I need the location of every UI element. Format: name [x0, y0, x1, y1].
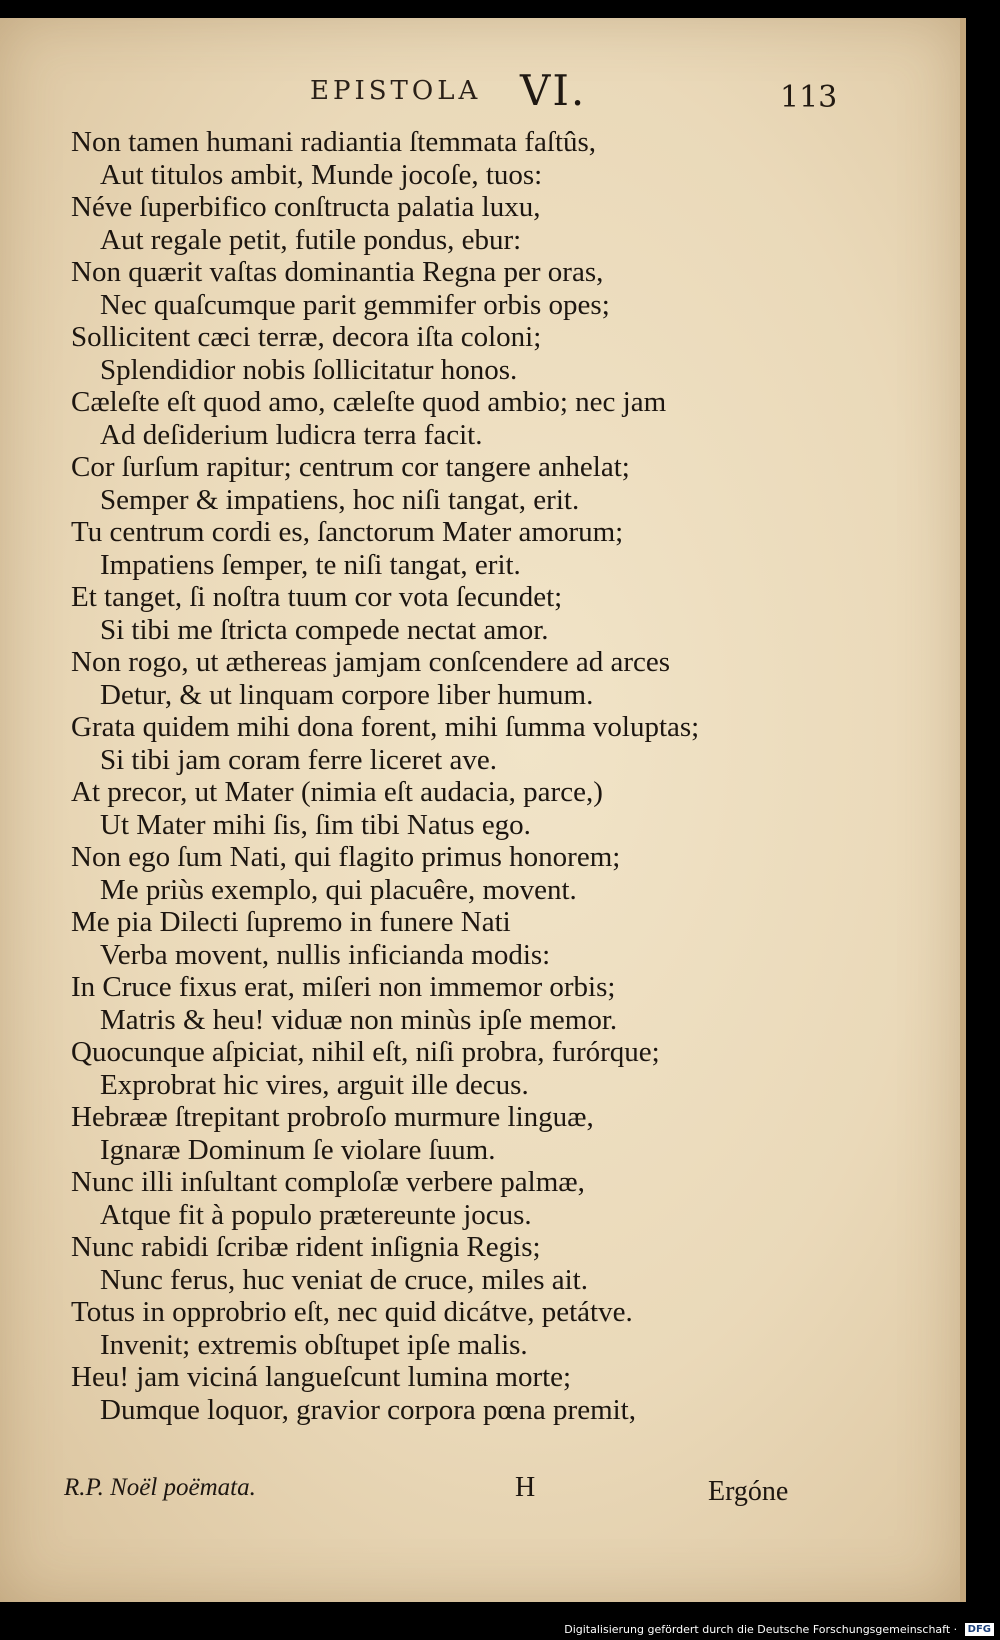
verse-line: Nunc ferus, huc veniat de cruce, miles ait.: [100, 1263, 588, 1296]
verse-line: Quocunque aſpiciat, nihil eſt, niſi probra, furórque;: [71, 1036, 660, 1068]
verse-line: Aut titulos ambit, Munde jocoſe, tuos:: [100, 158, 543, 191]
verse-line: Ad deſiderium ludicra terra facit.: [100, 418, 483, 451]
verse-line: Ut Mater mihi ſis, ſim tibi Natus ego.: [100, 808, 531, 841]
book-page: [0, 18, 966, 1602]
digitization-credit-text: Digitalisierung gefördert durch die Deutsche Forschungsgemeinschaft ·: [564, 1622, 958, 1636]
verse-line: Tu centrum cordi es, ſanctorum Mater amorum;: [71, 516, 624, 548]
footer-title: R.P. Noël poëmata.: [64, 1474, 256, 1501]
chapter-numeral: VI.: [520, 66, 587, 115]
verse-line: Matris & heu! viduæ non minùs ipſe memor.: [100, 1003, 618, 1036]
verse-line: At precor, ut Mater (nimia eſt audacia, parce,): [71, 776, 603, 808]
verse-line: Cæleſte eſt quod amo, cæleſte quod ambio; nec jam: [71, 386, 667, 418]
verse-line: Verba movent, nullis inficianda modis:: [100, 938, 551, 971]
verse-line: Ignaræ Dominum ſe violare ſuum.: [100, 1133, 496, 1166]
page-header: [0, 66, 960, 122]
verse-line: Non ego ſum Nati, qui flagito primus honorem;: [71, 841, 621, 873]
verse-line: Heu! jam viciná langueſcunt lumina morte;: [71, 1361, 572, 1393]
verse-line: Splendidior nobis ſollicitatur honos.: [100, 353, 518, 386]
verse-line: Exprobrat hic vires, arguit ille decus.: [100, 1068, 529, 1101]
verse-line: Non rogo, ut æthereas jamjam conſcendere ad arces: [71, 646, 671, 678]
catchword: Ergóne: [708, 1476, 789, 1507]
verse-line: Non tamen humani radiantia ſtemmata faſtûs,: [71, 126, 597, 158]
verse-line: Nec quaſcumque parit gemmifer orbis opes;: [100, 288, 610, 321]
verse-line: Et tanget, ſi noſtra tuum cor vota ſecundet;: [71, 581, 563, 613]
page-footer: [0, 1474, 960, 1514]
poem-text: [60, 126, 820, 1426]
verse-line: Non quærit vaſtas dominantia Regna per oras,: [71, 256, 604, 288]
verse-line: Grata quidem mihi dona forent, mihi ſumma voluptas;: [71, 711, 700, 743]
verse-line: Semper & impatiens, hoc niſi tangat, erit.: [100, 483, 580, 516]
verse-line: Si tibi me ſtricta compede nectat amor.: [100, 613, 549, 646]
verse-line: In Cruce fixus erat, miſeri non immemor orbis;: [71, 971, 616, 1003]
page-number: 113: [780, 80, 838, 115]
verse-line: Hebrææ ſtrepitant probroſo murmure linguæ,: [71, 1101, 594, 1133]
verse-line: Me pia Dilecti ſupremo in funere Nati: [71, 906, 511, 938]
verse-line: Nunc rabidi ſcribæ rident inſignia Regis;: [71, 1231, 541, 1263]
verse-line: Atque fit à populo prætereunte jocus.: [100, 1198, 532, 1231]
verse-line: Néve ſuperbifico conſtructa palatia luxu,: [71, 191, 541, 223]
dfg-logo: DFG: [965, 1623, 994, 1636]
digitization-credit: [564, 1623, 994, 1637]
verse-line: Detur, & ut linquam corpore liber humum.: [100, 678, 594, 711]
verse-line: Impatiens ſemper, te niſi tangat, erit.: [100, 548, 521, 581]
verse-line: Sollicitent cæci terræ, decora iſta coloni;: [71, 321, 542, 353]
verse-line: Aut regale petit, futile pondus, ebur:: [100, 223, 522, 256]
signature-mark: H: [515, 1472, 536, 1503]
verse-line: Totus in opprobrio eſt, nec quid dicátve, petátve.: [71, 1296, 633, 1328]
running-title: EPISTOLA: [310, 76, 482, 106]
verse-line: Invenit; extremis obſtupet ipſe malis.: [100, 1328, 528, 1361]
verse-line: Dumque loquor, gravior corpora pœna premit,: [100, 1393, 636, 1426]
verse-line: Cor ſurſum rapitur; centrum cor tangere anhelat;: [71, 451, 630, 483]
verse-line: Si tibi jam coram ferre liceret ave.: [100, 743, 497, 776]
verse-line: Me priùs exemplo, qui placuêre, movent.: [100, 873, 577, 906]
verse-line: Nunc illi inſultant comploſæ verbere palmæ,: [71, 1166, 585, 1198]
